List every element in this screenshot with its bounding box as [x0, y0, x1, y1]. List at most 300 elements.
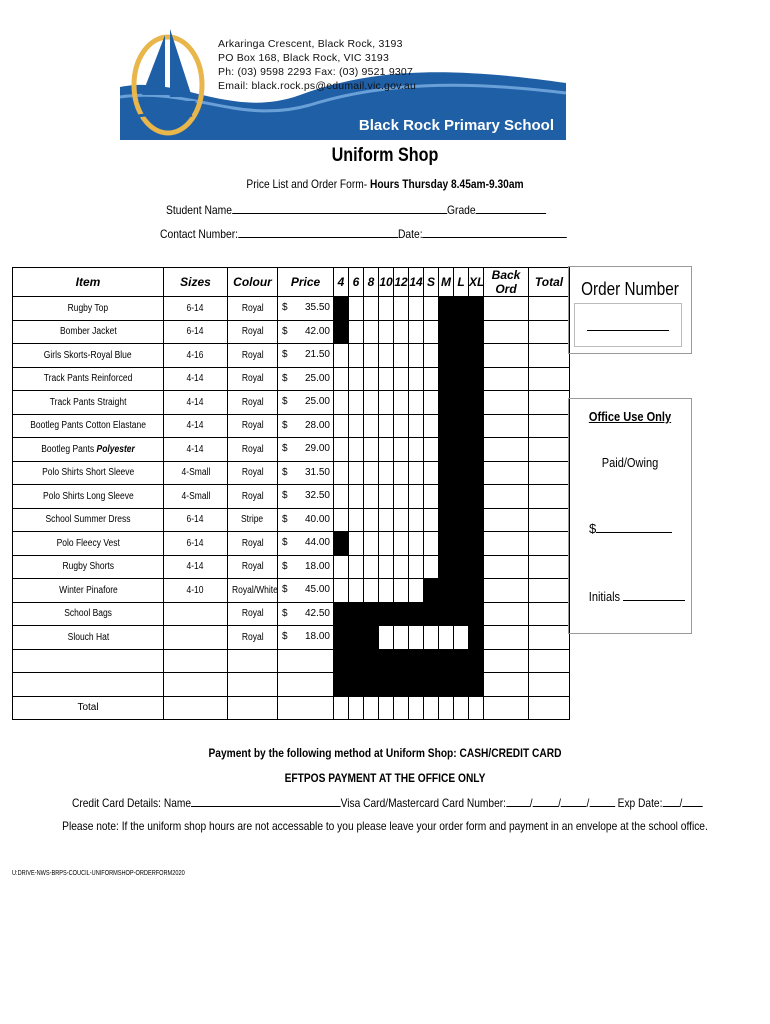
table-row [13, 555, 570, 579]
table-cell[interactable] [409, 485, 424, 509]
table-cell[interactable] [364, 508, 379, 532]
item-colour [228, 297, 278, 321]
table-cell[interactable] [484, 696, 529, 720]
table-cell[interactable] [364, 414, 379, 438]
table-cell[interactable] [439, 626, 454, 650]
initials-label: Initials [588, 589, 621, 604]
card-number-field-4[interactable] [589, 795, 615, 807]
colour-label: Royal [241, 608, 264, 620]
student-name-row [166, 202, 546, 217]
table-cell[interactable] [379, 696, 394, 720]
currency-symbol: $ [282, 372, 288, 384]
table-cell[interactable] [334, 485, 349, 509]
table-cell[interactable] [364, 320, 379, 344]
table-cell [424, 649, 439, 673]
table-cell[interactable] [394, 414, 409, 438]
card-number-field-1[interactable] [506, 795, 530, 807]
table-cell [334, 320, 349, 344]
column-header: 6 [349, 268, 364, 297]
table-cell [409, 649, 424, 673]
table-cell[interactable] [394, 297, 409, 321]
sizes-label: 4-16 [186, 349, 204, 361]
table-cell[interactable] [379, 555, 394, 579]
table-cell[interactable] [529, 438, 570, 462]
table-cell [469, 367, 484, 391]
table-cell[interactable] [409, 391, 424, 415]
table-cell[interactable] [334, 579, 349, 603]
table-cell[interactable] [334, 414, 349, 438]
table-cell [469, 344, 484, 368]
table-cell [364, 673, 379, 697]
item-label: Rugby Top [67, 302, 109, 314]
table-cell[interactable] [334, 461, 349, 485]
column-header: XL [469, 268, 484, 297]
item-name [13, 485, 164, 509]
table-cell [334, 626, 349, 650]
letterhead [120, 25, 566, 140]
expiry-label: Exp Date: [617, 796, 663, 810]
table-cell[interactable] [409, 579, 424, 603]
column-header: 4 [334, 268, 349, 297]
table-cell[interactable] [484, 344, 529, 368]
table-cell [334, 602, 349, 626]
table-cell[interactable] [529, 485, 570, 509]
table-cell[interactable] [409, 532, 424, 556]
table-cell [469, 649, 484, 673]
table-cell[interactable] [484, 485, 529, 509]
table-cell[interactable] [529, 555, 570, 579]
table-cell[interactable] [394, 485, 409, 509]
table-cell[interactable] [334, 555, 349, 579]
initials-field[interactable] [623, 587, 685, 601]
grade-label: Grade [446, 203, 476, 217]
table-cell [454, 367, 469, 391]
table-cell[interactable] [424, 696, 439, 720]
table-cell[interactable] [379, 414, 394, 438]
table-cell[interactable] [529, 297, 570, 321]
item-price [278, 461, 334, 485]
item-label: Bomber Jacket [59, 326, 117, 338]
table-cell [454, 602, 469, 626]
sizes-label: 6-14 [186, 514, 204, 526]
item-colour [228, 602, 278, 626]
table-cell[interactable] [424, 320, 439, 344]
price-value: 40.00 [304, 513, 330, 525]
table-cell[interactable] [364, 367, 379, 391]
table-cell[interactable] [349, 297, 364, 321]
price-value: 18.00 [304, 631, 330, 642]
date-label: Date: [397, 227, 423, 241]
table-cell[interactable] [484, 532, 529, 556]
table-cell[interactable] [424, 626, 439, 650]
column-header: Colour [228, 268, 278, 297]
credit-card-row [72, 795, 703, 810]
card-number-label: Visa Card/Mastercard Card Number: [340, 796, 506, 810]
table-cell[interactable] [529, 320, 570, 344]
item-name [13, 532, 164, 556]
table-cell [228, 673, 278, 697]
table-cell[interactable] [484, 602, 529, 626]
item-label-emphasis: Polyester [96, 443, 135, 455]
item-colour [228, 367, 278, 391]
student-name-field[interactable] [232, 202, 447, 214]
item-label: Polo Shirts Long Sleeve [42, 490, 134, 502]
table-cell [349, 602, 364, 626]
table-cell[interactable] [349, 320, 364, 344]
table-cell[interactable] [529, 508, 570, 532]
table-cell[interactable] [349, 508, 364, 532]
contact-number-field[interactable] [238, 226, 398, 238]
price-value: 21.50 [304, 349, 330, 360]
table-cell [278, 649, 334, 673]
item-label: Bootleg Pants Cotton Elastane [30, 420, 146, 432]
item-price [278, 414, 334, 438]
table-cell [439, 297, 454, 321]
table-cell[interactable] [484, 579, 529, 603]
table-cell[interactable] [424, 532, 439, 556]
table-cell[interactable] [364, 485, 379, 509]
table-cell[interactable] [439, 696, 454, 720]
table-cell [334, 673, 349, 697]
item-name [13, 391, 164, 415]
table-cell [469, 485, 484, 509]
table-cell[interactable] [394, 555, 409, 579]
table-cell[interactable] [424, 438, 439, 462]
card-number-field-2[interactable] [533, 795, 559, 807]
item-sizes [164, 461, 228, 485]
expiry-year-field[interactable] [682, 795, 702, 807]
table-cell[interactable] [379, 532, 394, 556]
table-cell[interactable] [379, 320, 394, 344]
table-cell [454, 579, 469, 603]
item-label: School Bags [64, 608, 112, 620]
office-use-box [568, 398, 692, 634]
item-sizes [164, 485, 228, 509]
table-cell[interactable] [334, 391, 349, 415]
price-value: 29.00 [304, 443, 330, 454]
table-cell [278, 696, 334, 720]
table-cell[interactable] [349, 461, 364, 485]
table-cell[interactable] [364, 579, 379, 603]
table-cell[interactable] [364, 344, 379, 368]
table-cell [454, 508, 469, 532]
table-cell[interactable] [394, 579, 409, 603]
colour-label: Royal [241, 443, 264, 455]
item-price [278, 391, 334, 415]
table-cell[interactable] [334, 344, 349, 368]
table-cell[interactable] [394, 391, 409, 415]
table-cell[interactable] [349, 438, 364, 462]
table-cell[interactable] [334, 508, 349, 532]
table-cell[interactable] [349, 485, 364, 509]
table-cell[interactable] [334, 438, 349, 462]
column-header: 12 [394, 268, 409, 297]
table-cell[interactable] [529, 649, 570, 673]
item-colour [228, 555, 278, 579]
table-cell [379, 602, 394, 626]
table-cell[interactable] [364, 297, 379, 321]
table-cell [364, 649, 379, 673]
table-cell[interactable] [484, 649, 529, 673]
table-cell [409, 673, 424, 697]
table-cell[interactable] [409, 555, 424, 579]
card-name-label: Credit Card Details: Name [72, 796, 192, 810]
table-cell[interactable] [484, 367, 529, 391]
table-cell[interactable] [409, 461, 424, 485]
slash: / [679, 796, 683, 810]
item-name [13, 626, 164, 650]
table-cell[interactable] [484, 438, 529, 462]
table-cell[interactable] [379, 579, 394, 603]
table-cell[interactable] [409, 626, 424, 650]
table-cell [349, 626, 364, 650]
table-cell [454, 320, 469, 344]
table-cell [454, 673, 469, 697]
table-cell [228, 649, 278, 673]
table-cell[interactable] [349, 579, 364, 603]
table-cell[interactable] [424, 461, 439, 485]
currency-symbol: $ [282, 607, 288, 619]
amount-field[interactable] [596, 519, 672, 533]
table-cell[interactable] [334, 696, 349, 720]
order-number-box [568, 266, 692, 354]
table-cell[interactable] [529, 461, 570, 485]
sizes-label: 4-14 [186, 396, 204, 408]
table-cell[interactable] [409, 367, 424, 391]
table-cell[interactable] [409, 438, 424, 462]
table-cell [439, 391, 454, 415]
initials-row [586, 587, 685, 604]
table-cell[interactable] [424, 391, 439, 415]
item-price [278, 297, 334, 321]
table-cell[interactable] [484, 414, 529, 438]
total-label: Total [13, 696, 164, 720]
table-cell[interactable] [364, 438, 379, 462]
item-sizes [164, 532, 228, 556]
sizes-label: 4-Small [181, 490, 210, 502]
table-cell[interactable] [529, 579, 570, 603]
card-number-field-3[interactable] [561, 795, 587, 807]
table-row [13, 297, 570, 321]
table-cell[interactable] [379, 626, 394, 650]
table-cell[interactable] [394, 438, 409, 462]
table-cell[interactable] [424, 555, 439, 579]
table-cell[interactable] [454, 696, 469, 720]
item-price [278, 602, 334, 626]
file-path: U:DRIVE-NWS-BRPS-COUCIL-UNIFORMSHOP-ORDERFORM2020 [12, 870, 185, 877]
table-cell[interactable] [364, 555, 379, 579]
date-field[interactable] [423, 226, 567, 238]
price-value: 45.00 [304, 584, 330, 595]
table-cell[interactable] [484, 297, 529, 321]
currency-symbol: $ [282, 349, 288, 360]
table-cell[interactable] [529, 414, 570, 438]
order-number-label: Order Number [581, 279, 679, 299]
item-price [278, 579, 334, 603]
table-cell[interactable] [394, 461, 409, 485]
table-cell[interactable] [349, 414, 364, 438]
item-name [13, 579, 164, 603]
table-cell[interactable] [529, 696, 570, 720]
table-cell [439, 438, 454, 462]
table-cell [454, 297, 469, 321]
table-cell[interactable] [349, 555, 364, 579]
table-cell[interactable] [349, 367, 364, 391]
item-label: Rugby Shorts [62, 561, 114, 573]
table-cell[interactable] [409, 297, 424, 321]
column-header: Back Ord [484, 268, 529, 297]
price-value: 44.00 [304, 537, 330, 548]
table-cell[interactable] [334, 367, 349, 391]
table-cell[interactable] [424, 508, 439, 532]
table-cell[interactable] [529, 367, 570, 391]
order-number-field[interactable] [574, 303, 682, 347]
colour-label: Royal [241, 467, 264, 479]
table-cell[interactable] [349, 532, 364, 556]
item-name [13, 297, 164, 321]
table-cell[interactable] [394, 532, 409, 556]
item-sizes [164, 508, 228, 532]
table-cell [469, 320, 484, 344]
table-cell[interactable] [454, 626, 469, 650]
item-label: Bootleg Pants Polyester [41, 443, 135, 455]
column-header: S [424, 268, 439, 297]
item-name [13, 461, 164, 485]
colour-label: Royal [241, 302, 264, 314]
table-cell[interactable] [529, 626, 570, 650]
colour-label: Royal [241, 396, 264, 408]
table-cell[interactable] [379, 344, 394, 368]
table-cell [439, 461, 454, 485]
table-cell [424, 579, 439, 603]
colour-label: Royal [241, 490, 264, 502]
table-cell[interactable] [469, 696, 484, 720]
table-cell[interactable] [379, 391, 394, 415]
column-header: Total [529, 268, 570, 297]
price-value: 42.50 [304, 607, 330, 619]
table-cell[interactable] [394, 344, 409, 368]
item-colour [228, 344, 278, 368]
table-cell[interactable] [379, 485, 394, 509]
table-cell[interactable] [394, 626, 409, 650]
table-cell[interactable] [424, 485, 439, 509]
table-cell[interactable] [424, 344, 439, 368]
table-cell[interactable] [409, 344, 424, 368]
table-cell [469, 626, 484, 650]
table-cell[interactable] [424, 414, 439, 438]
price-value: 25.00 [304, 372, 330, 384]
table-cell [278, 673, 334, 697]
table-cell [439, 579, 454, 603]
currency-symbol: $ [282, 560, 288, 572]
table-cell[interactable] [379, 367, 394, 391]
table-cell[interactable] [409, 320, 424, 344]
table-cell[interactable] [394, 508, 409, 532]
item-name [13, 555, 164, 579]
order-table [12, 267, 570, 720]
slash: / [586, 796, 590, 810]
table-cell [439, 367, 454, 391]
table-row [13, 532, 570, 556]
contact-number-label: Contact Number: [160, 227, 239, 241]
table-cell[interactable] [409, 508, 424, 532]
table-cell[interactable] [409, 414, 424, 438]
item-label: Track Pants Straight [49, 396, 127, 408]
table-cell[interactable] [349, 696, 364, 720]
table-cell[interactable] [394, 696, 409, 720]
table-row [13, 391, 570, 415]
sizes-label: 4-14 [186, 561, 204, 573]
item-colour [228, 461, 278, 485]
item-sizes [164, 579, 228, 603]
table-cell[interactable] [484, 673, 529, 697]
table-cell[interactable] [529, 602, 570, 626]
table-cell[interactable] [349, 344, 364, 368]
contact-row [160, 226, 567, 241]
subtitle [58, 177, 713, 191]
colour-label: Royal [241, 537, 264, 549]
item-colour [228, 485, 278, 509]
table-cell [454, 485, 469, 509]
table-cell[interactable] [409, 696, 424, 720]
card-name-field[interactable] [191, 795, 341, 807]
table-cell[interactable] [364, 532, 379, 556]
expiry-month-field[interactable] [662, 795, 679, 807]
table-cell[interactable] [484, 626, 529, 650]
table-cell[interactable] [379, 508, 394, 532]
amount-row [589, 519, 672, 536]
table-cell[interactable] [349, 391, 364, 415]
table-cell[interactable] [529, 344, 570, 368]
table-cell[interactable] [484, 555, 529, 579]
table-cell[interactable] [529, 391, 570, 415]
table-cell[interactable] [394, 367, 409, 391]
table-cell [454, 344, 469, 368]
table-cell[interactable] [364, 461, 379, 485]
table-cell[interactable] [529, 673, 570, 697]
table-cell[interactable] [364, 696, 379, 720]
table-cell[interactable] [379, 461, 394, 485]
table-cell[interactable] [484, 461, 529, 485]
table-cell [409, 602, 424, 626]
item-label: Polo Shirts Short Sleeve [41, 467, 135, 479]
colour-label: Royal [241, 373, 264, 385]
grade-field[interactable] [476, 202, 547, 214]
sizes-label: 6-14 [186, 537, 204, 549]
table-cell[interactable] [424, 367, 439, 391]
table-cell[interactable] [364, 391, 379, 415]
table-cell[interactable] [379, 438, 394, 462]
table-cell [424, 602, 439, 626]
table-cell[interactable] [484, 508, 529, 532]
currency-symbol: $ [282, 537, 288, 548]
table-cell[interactable] [424, 297, 439, 321]
item-name [13, 367, 164, 391]
colour-label: Royal/White [232, 584, 278, 596]
table-cell[interactable] [394, 320, 409, 344]
table-cell[interactable] [484, 391, 529, 415]
price-value: 25.00 [304, 396, 330, 407]
table-cell [469, 555, 484, 579]
table-cell [439, 320, 454, 344]
payment-methods: Payment by the following method at Uniform Shop: CASH/CREDIT CARD [208, 746, 562, 760]
sizes-label: 6-14 [186, 326, 204, 338]
table-cell[interactable] [484, 320, 529, 344]
table-cell[interactable] [529, 532, 570, 556]
table-cell[interactable] [379, 297, 394, 321]
item-sizes [164, 367, 228, 391]
item-price [278, 555, 334, 579]
